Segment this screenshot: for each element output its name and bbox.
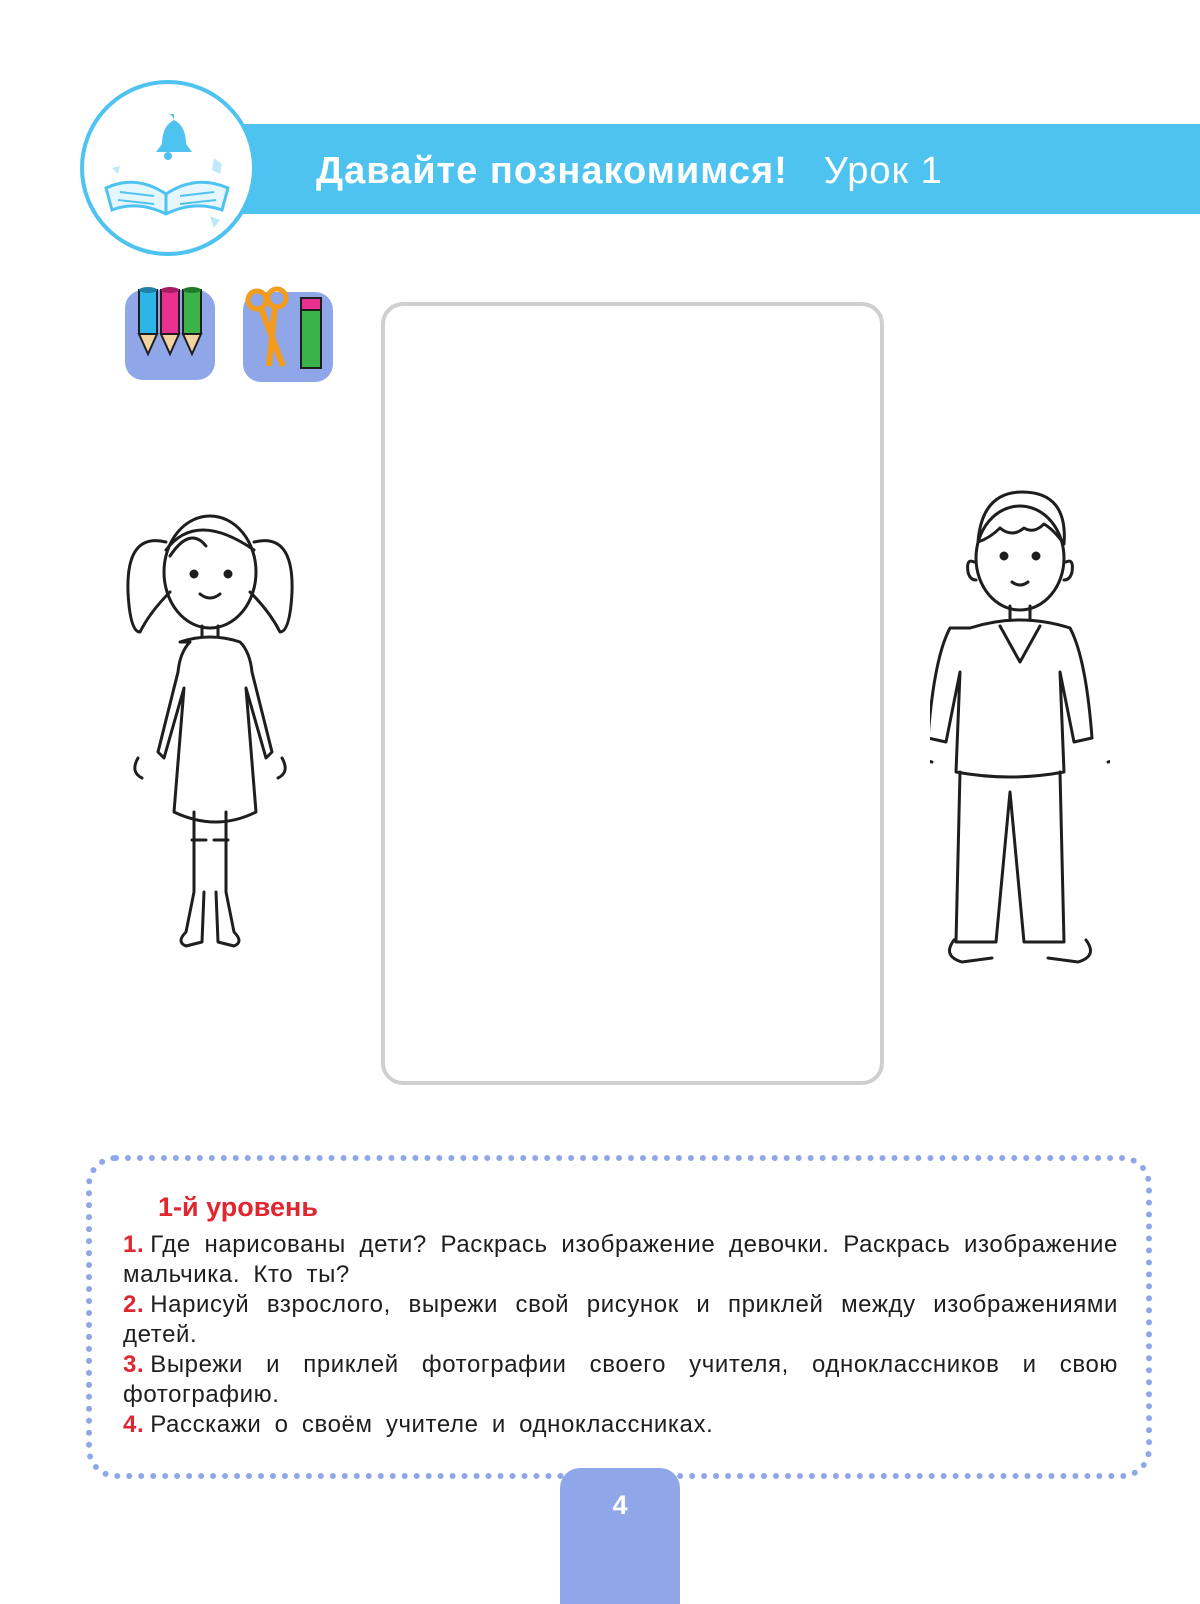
- page-number: 4: [612, 1490, 628, 1520]
- task-number: 1.: [123, 1231, 145, 1258]
- girl-figure: [110, 500, 310, 980]
- task-item: [123, 1410, 1118, 1440]
- book-bell-icon: [80, 80, 256, 256]
- boy-figure: [930, 478, 1110, 988]
- task-number: 4.: [123, 1411, 145, 1438]
- task-number: 3.: [123, 1351, 145, 1378]
- lesson-topic: Давайте познакомимся!: [316, 150, 788, 192]
- task-list: [123, 1230, 1118, 1440]
- task-item: [123, 1350, 1118, 1410]
- task-text: Где нарисованы дети? Раскрась изображение девочки. Раскрась изображение мальчика. Кто ты?: [123, 1231, 1118, 1288]
- lesson-number: Урок 1: [823, 150, 943, 192]
- task-number: 2.: [123, 1291, 145, 1318]
- empty-drawing-frame: [381, 302, 884, 1085]
- task-text: Расскажи о своём учителе и одноклассниках.: [150, 1411, 714, 1438]
- task-item: [123, 1290, 1118, 1350]
- task-item: [123, 1230, 1118, 1290]
- colored-pencils-icon: [125, 290, 215, 380]
- page-title: [316, 146, 943, 196]
- page-number-tab: [560, 1468, 680, 1604]
- scissors-glue-icon: [243, 292, 333, 382]
- task-text: Вырежи и приклей фотографии своего учителя, одноклассников и свою фотографию.: [123, 1351, 1118, 1408]
- task-text: Нарисуй взрослого, вырежи свой рисунок и приклей между изображениями детей.: [123, 1291, 1118, 1348]
- level-title: 1-й уровень: [158, 1192, 318, 1222]
